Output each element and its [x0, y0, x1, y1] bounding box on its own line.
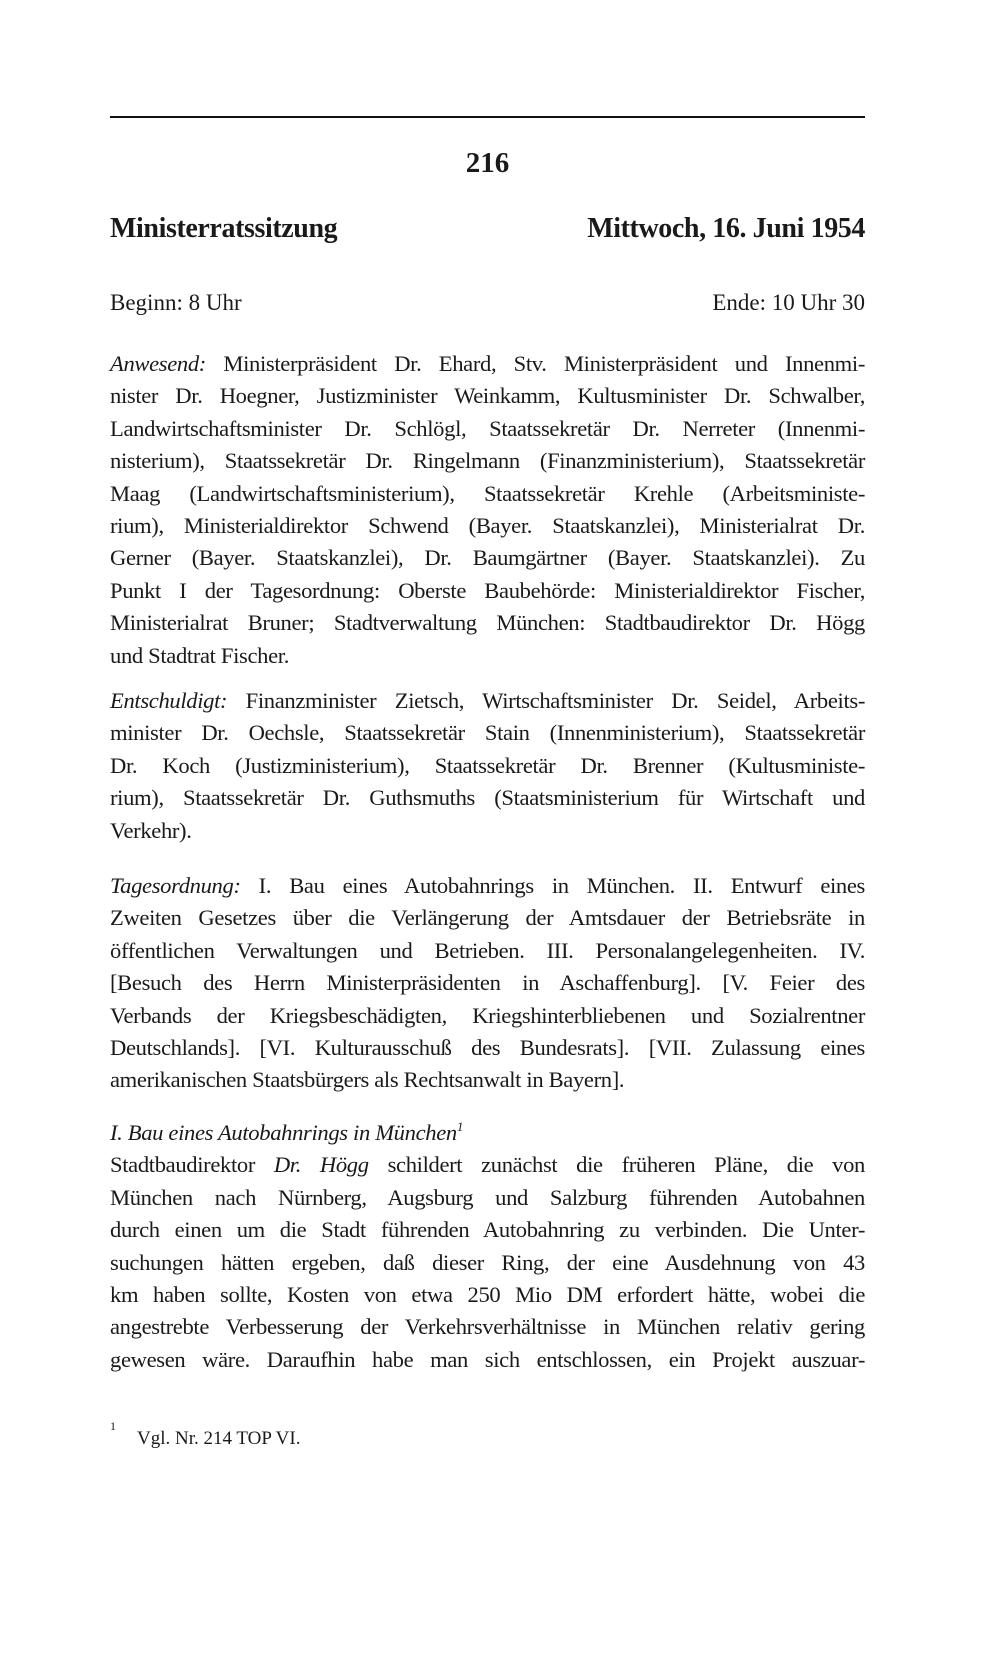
footnote-text: Vgl. Nr. 214 TOP VI.	[137, 1428, 301, 1449]
footnote	[110, 1419, 301, 1452]
attendees-paragraph	[110, 348, 865, 672]
text-line: Ministerialrat Bruner; Stadtverwaltung München: Stadtbaudirektor Dr. Högg	[110, 610, 865, 636]
text-line: Stadtbaudirektor Dr. Högg schildert zunächst die früheren Pläne, die von	[110, 1152, 865, 1178]
text-line: Deutschlands]. [VI. Kulturausschuß des Bundesrats]. [VII. Zulassung eines	[110, 1034, 865, 1060]
text-line: gewesen wäre. Daraufhin habe man sich entschlossen, ein Projekt auszuar-	[110, 1346, 865, 1372]
attendees-label: Anwesend:	[110, 351, 206, 376]
page-title: Ministerratssitzung	[110, 213, 338, 244]
agenda-label: Tagesordnung:	[110, 873, 241, 898]
text-line: öffentlichen Verwaltungen und Betrieben. III. Personalangelegenheiten. IV.	[110, 937, 865, 963]
text-line: Zweiten Gesetzes über die Verlängerung der Amtsdauer der Betriebsräte in	[110, 905, 865, 931]
excused-label: Entschuldigt:	[110, 688, 228, 713]
text-line: nister Dr. Hoegner, Justizminister Weinkamm, Kultusminister Dr. Schwalber,	[110, 383, 865, 409]
footnote-mark: 1	[110, 1419, 116, 1433]
agenda-paragraph	[110, 870, 865, 1097]
header-rule	[110, 116, 865, 118]
text-line: angestrebte Verbesserung der Verkehrsverhältnisse in München relativ gering	[110, 1314, 865, 1340]
text-line: Maag (Landwirtschaftsministerium), Staatssekretär Krehle (Arbeitsministe-	[110, 480, 865, 506]
text-line: Punkt I der Tagesordnung: Oberste Baubehörde: Ministerialdirektor Fischer,	[110, 577, 865, 603]
text-line: [Besuch des Herrn Ministerpräsidenten in Aschaffenburg]. [V. Feier des	[110, 970, 865, 996]
end-time: Ende: 10 Uhr 30	[712, 290, 865, 315]
text-line: rium), Staatssekretär Dr. Guthsmuths (Staatsministerium für Wirtschaft und	[110, 785, 865, 811]
text-line: und Stadtrat Fischer.	[110, 642, 290, 668]
text-line: minister Dr. Oechsle, Staatssekretär Stain (Innenministerium), Staatssekretär	[110, 720, 865, 746]
footnote-reference[interactable]: 1	[456, 1119, 463, 1134]
text-line: nisterium), Staatssekretär Dr. Ringelmann (Finanzministerium), Staatssekretär	[110, 448, 865, 474]
title-row	[110, 212, 865, 246]
document-number: 216	[465, 147, 510, 179]
text-line: amerikanischen Staatsbürgers als Rechtsanwalt in Bayern].	[110, 1067, 625, 1093]
text-line: durch einen um die Stadt führenden Autobahnring zu verbinden. Die Unter-	[110, 1217, 865, 1243]
text-line: Landwirtschaftsminister Dr. Schlögl, Staatssekretär Dr. Nerreter (Innenmi-	[110, 415, 865, 441]
text-line: Dr. Koch (Justizministerium), Staatssekretär Dr. Brenner (Kultusministe-	[110, 752, 865, 778]
text-line: Entschuldigt: Finanzminister Zietsch, Wirtschaftsminister Dr. Seidel, Arbeits-	[110, 688, 865, 713]
text-line: Tagesordnung: I. Bau eines Autobahnrings in München. II. Entwurf eines	[110, 873, 865, 898]
text-line: suchungen hätten ergeben, daß dieser Ring, der eine Ausdehnung von 43	[110, 1249, 865, 1275]
meeting-date: Mittwoch, 16. Juni 1954	[587, 213, 865, 244]
begin-time: Beginn: 8 Uhr	[110, 290, 242, 315]
text-line: km haben sollte, Kosten von etwa 250 Mio DM erfordert hätte, wobei die	[110, 1281, 865, 1307]
time-row	[110, 288, 865, 318]
section-1	[110, 1117, 865, 1376]
speaker-name: Dr. Högg	[273, 1152, 369, 1178]
text-line: München nach Nürnberg, Augsburg und Salzburg führenden Autobahnen	[110, 1184, 865, 1210]
excused-paragraph	[110, 685, 865, 847]
text-line: Verkehr).	[110, 817, 192, 843]
text-line: Verbands der Kriegsbeschädigten, Kriegshinterbliebenen und Sozialrentner	[110, 1002, 865, 1028]
text-line: Anwesend: Ministerpräsident Dr. Ehard, Stv. Ministerpräsident und Innenmi-	[110, 351, 865, 376]
text-line: rium), Ministerialdirektor Schwend (Bayer. Staatskanzlei), Ministerialrat Dr.	[110, 512, 865, 538]
text-line: Gerner (Bayer. Staatskanzlei), Dr. Baumgärtner (Bayer. Staatskanzlei). Zu	[110, 545, 865, 571]
section-heading: I. Bau eines Autobahnrings in München$^1$	[110, 1119, 463, 1145]
